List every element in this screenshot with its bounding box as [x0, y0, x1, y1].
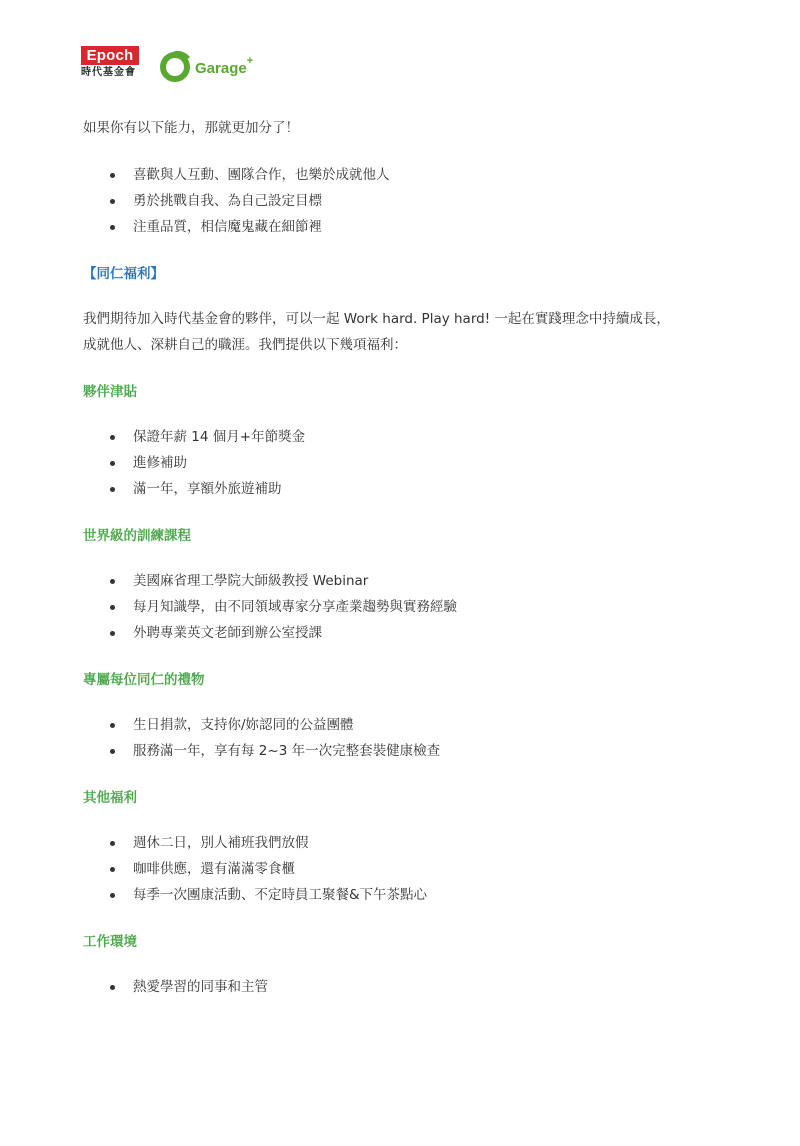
- epoch-logo: [81, 46, 139, 79]
- list-item: 注重品質，相信魔鬼藏在細節裡: [83, 214, 723, 240]
- benefits-intro: 我們期待加入時代基金會的夥伴，可以一起 Work hard. Play hard! 一起在實踐理念中持續成長， 成就他人、深耕自己的職涯。我們提供以下幾項福利：: [83, 311, 670, 353]
- garage-ring-icon: [159, 50, 193, 84]
- section-list: [83, 974, 723, 1000]
- list-item: 服務滿一年，享有每 2~3 年一次完整套裝健康檢查: [83, 738, 723, 764]
- header-logos: [81, 46, 281, 86]
- section-title: 其他福利: [83, 790, 137, 806]
- list-item: 勇於挑戰自我、為自己設定目標: [83, 188, 723, 214]
- section-list: [83, 424, 723, 502]
- epoch-logo-subtitle: 時代基金會: [81, 67, 136, 78]
- list-item: 咖啡供應，還有滿滿零食櫃: [83, 856, 723, 882]
- section-list: [83, 830, 723, 908]
- list-item: 每月知識學，由不同領域專家分享產業趨勢與實務經驗: [83, 594, 723, 620]
- section-list: [83, 568, 723, 646]
- intro-text: 如果你有以下能力，那就更加分了！: [83, 120, 299, 136]
- list-item: 保證年薪 14 個月+年節獎金: [83, 424, 723, 450]
- list-item: 週休二日，別人補班我們放假: [83, 830, 723, 856]
- section-title: 世界級的訓練課程: [83, 528, 191, 544]
- list-item: 生日捐款，支持你/妳認同的公益團體: [83, 712, 723, 738]
- section-title: 夥伴津貼: [83, 384, 137, 400]
- section-title: 工作環境: [83, 934, 137, 950]
- benefits-heading: 【同仁福利】: [83, 266, 164, 282]
- document-body: [83, 116, 723, 1000]
- garage-logo-label: Garage+: [195, 55, 254, 77]
- list-item: 每季一次團康活動、不定時員工聚餐&下午茶點心: [83, 882, 723, 908]
- epoch-logo-text: Epoch: [81, 46, 139, 65]
- list-item: 美國麻省理工學院大師級教授 Webinar: [83, 568, 723, 594]
- list-item: 外聘專業英文老師到辦公室授課: [83, 620, 723, 646]
- section-list: [83, 712, 723, 764]
- abilities-list: [83, 162, 723, 240]
- list-item: 進修補助: [83, 450, 723, 476]
- list-item: 熱愛學習的同事和主管: [83, 974, 723, 1000]
- list-item: 喜歡與人互動、團隊合作，也樂於成就他人: [83, 162, 723, 188]
- section-title: 專屬每位同仁的禮物: [83, 672, 205, 688]
- list-item: 滿一年，享額外旅遊補助: [83, 476, 723, 502]
